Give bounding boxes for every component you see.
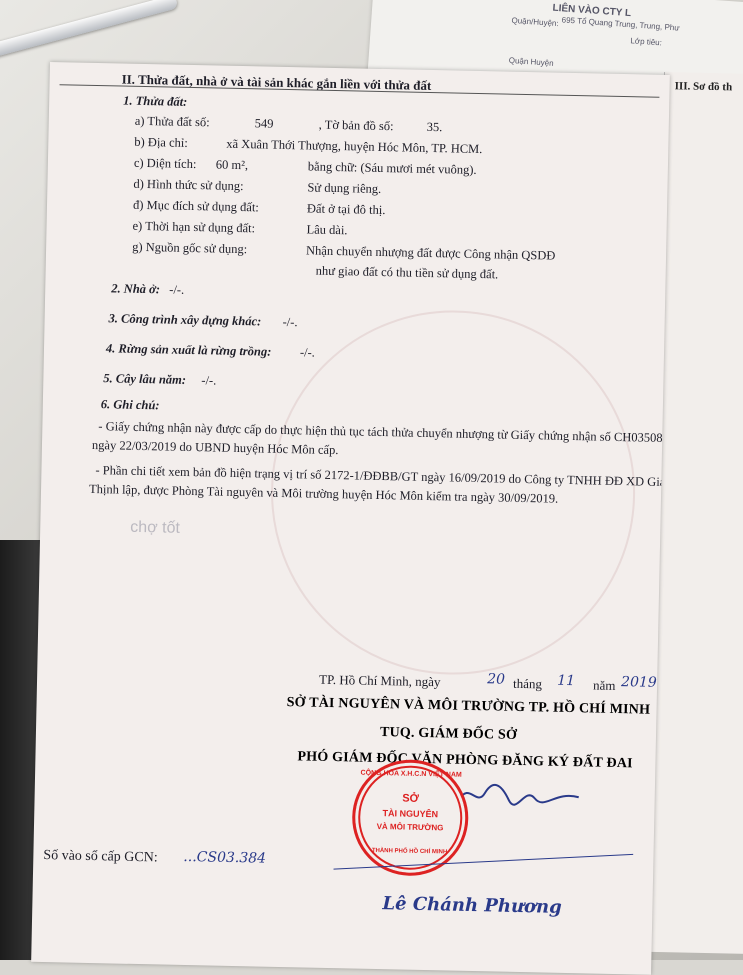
row-label-usage-form: d) Hình thức sử dụng: xyxy=(133,176,244,194)
stamp-center-3: VÀ MÔI TRƯỜNG xyxy=(376,822,444,833)
note-1: - Giấy chứng nhận này được cấp do thực hiện thủ tục tách thửa chuyển nhượng từ Giấy chứng nhận số CH03508 ngày 22/03/2019 do UBND huyện Hóc Môn cấp. xyxy=(91,419,663,458)
row-label-origin: g) Nguồn gốc sử dụng: xyxy=(132,239,248,257)
background-paper-line: Quận/Huyện: xyxy=(511,15,559,29)
row-label-address: b) Địa chỉ: xyxy=(134,134,188,150)
perennial-value: -/-. xyxy=(201,373,217,388)
row-value-area: 60 m², xyxy=(215,157,249,173)
note-2: - Phần chi tiết xem bản đồ hiện trạng vị trí số 2172-1/ĐĐBB/GT ngày 16/09/2019 do Công ty TNHH ĐĐ XD Gia Thịnh lập, được Phòng Tài nguyên và Môi trường huyện Hóc Môn kiểm tra ngày 30/09/2019. xyxy=(88,463,666,506)
land-heading: 1. Thửa đất: xyxy=(123,93,188,109)
row-label-duration: e) Thời hạn sử dụng đất: xyxy=(132,218,256,236)
stamp-center-2: TÀI NGUYÊN xyxy=(382,808,439,820)
background-paper-line: Lớp tiêu: xyxy=(630,36,663,48)
signer-name: Lê Chánh Phương xyxy=(382,893,562,918)
row-value-map-sheet: 35. xyxy=(426,119,443,135)
date-year-label: năm xyxy=(592,677,616,693)
certificate-page xyxy=(31,62,670,975)
row-value-duration: Lâu dài. xyxy=(306,222,348,238)
date-month: 11 xyxy=(556,672,576,690)
notes-heading: 6. Ghi chú: xyxy=(100,397,160,413)
stamp-ring-text: CỘNG HÒA X.H.C.N VIỆT NAM xyxy=(360,769,462,779)
house-label: 2. Nhà ở: xyxy=(111,281,161,297)
row-label-parcel: a) Thửa đất số: xyxy=(134,113,210,130)
construction-label: 3. Công trình xây dựng khác: xyxy=(108,311,262,329)
tuq-title: TUQ. GIÁM ĐỐC SỞ xyxy=(379,725,518,743)
row-value-usage-form: Sử dụng riêng. xyxy=(307,180,382,196)
background-paper-line: Quận Huyện xyxy=(508,55,554,68)
date-prefix: TP. Hồ Chí Minh, ngày xyxy=(318,671,441,690)
signature-scribble xyxy=(454,771,585,824)
row-value-address: xã Xuân Thới Thượng, huyện Hóc Môn, TP. HCM. xyxy=(226,136,483,157)
row-value-origin: Nhận chuyển nhượng đất được Công nhận QSDĐ xyxy=(305,243,556,263)
signer-role: PHÓ GIÁM ĐỐC VĂN PHÒNG ĐĂNG KÝ ĐẤT ĐAI xyxy=(297,749,633,772)
section-title: II. Thửa đất, nhà ở và tài sản khác gắn liền với thửa đất xyxy=(121,71,432,93)
org-name: SỞ TÀI NGUYÊN VÀ MÔI TRƯỜNG TP. HỒ CHÍ MINH xyxy=(286,695,651,718)
forest-value: -/-. xyxy=(299,345,316,360)
row-value-parcel: 549 xyxy=(254,116,274,131)
forest-label: 4. Rừng sản xuất là rừng trồng: xyxy=(105,341,272,359)
row-label-purpose: đ) Mục đích sử dụng đất: xyxy=(132,197,260,215)
background-paper-line: LIÊN VÀO CTY L xyxy=(552,2,632,20)
house-value: -/-. xyxy=(169,282,185,297)
stamp-bottom-text: THÀNH PHỐ HỒ CHÍ MINH xyxy=(371,847,448,856)
row-value-area-words: bằng chữ: (Sáu mươi mét vuông). xyxy=(307,159,477,177)
perennial-label: 5. Cây lâu năm: xyxy=(103,371,187,387)
row-label-area: c) Diện tích: xyxy=(133,155,197,172)
registry-value: ...CS03.384 xyxy=(183,848,267,867)
date-month-label: tháng xyxy=(512,675,543,692)
construction-value: -/-. xyxy=(282,314,298,330)
watermark-text: chợ tốt xyxy=(130,518,181,537)
registry-label: Số vào sổ cấp GCN: xyxy=(43,848,158,866)
row-value-origin-line2: như giao đất có thu tiền sử dụng đất. xyxy=(315,263,499,282)
right-page-header: III. Sơ đồ th xyxy=(674,80,733,94)
date-year: 2019 xyxy=(620,674,657,691)
row-label-map-sheet: , Tờ bản đồ số: xyxy=(318,117,394,134)
date-day: 20 xyxy=(487,671,506,688)
row-value-purpose: Đất ở tại đô thị. xyxy=(306,201,386,218)
background-paper-line: 695 Tổ Quang Trung, Trung, Phư xyxy=(561,15,680,33)
stamp-center-1: SỞ xyxy=(402,792,420,805)
